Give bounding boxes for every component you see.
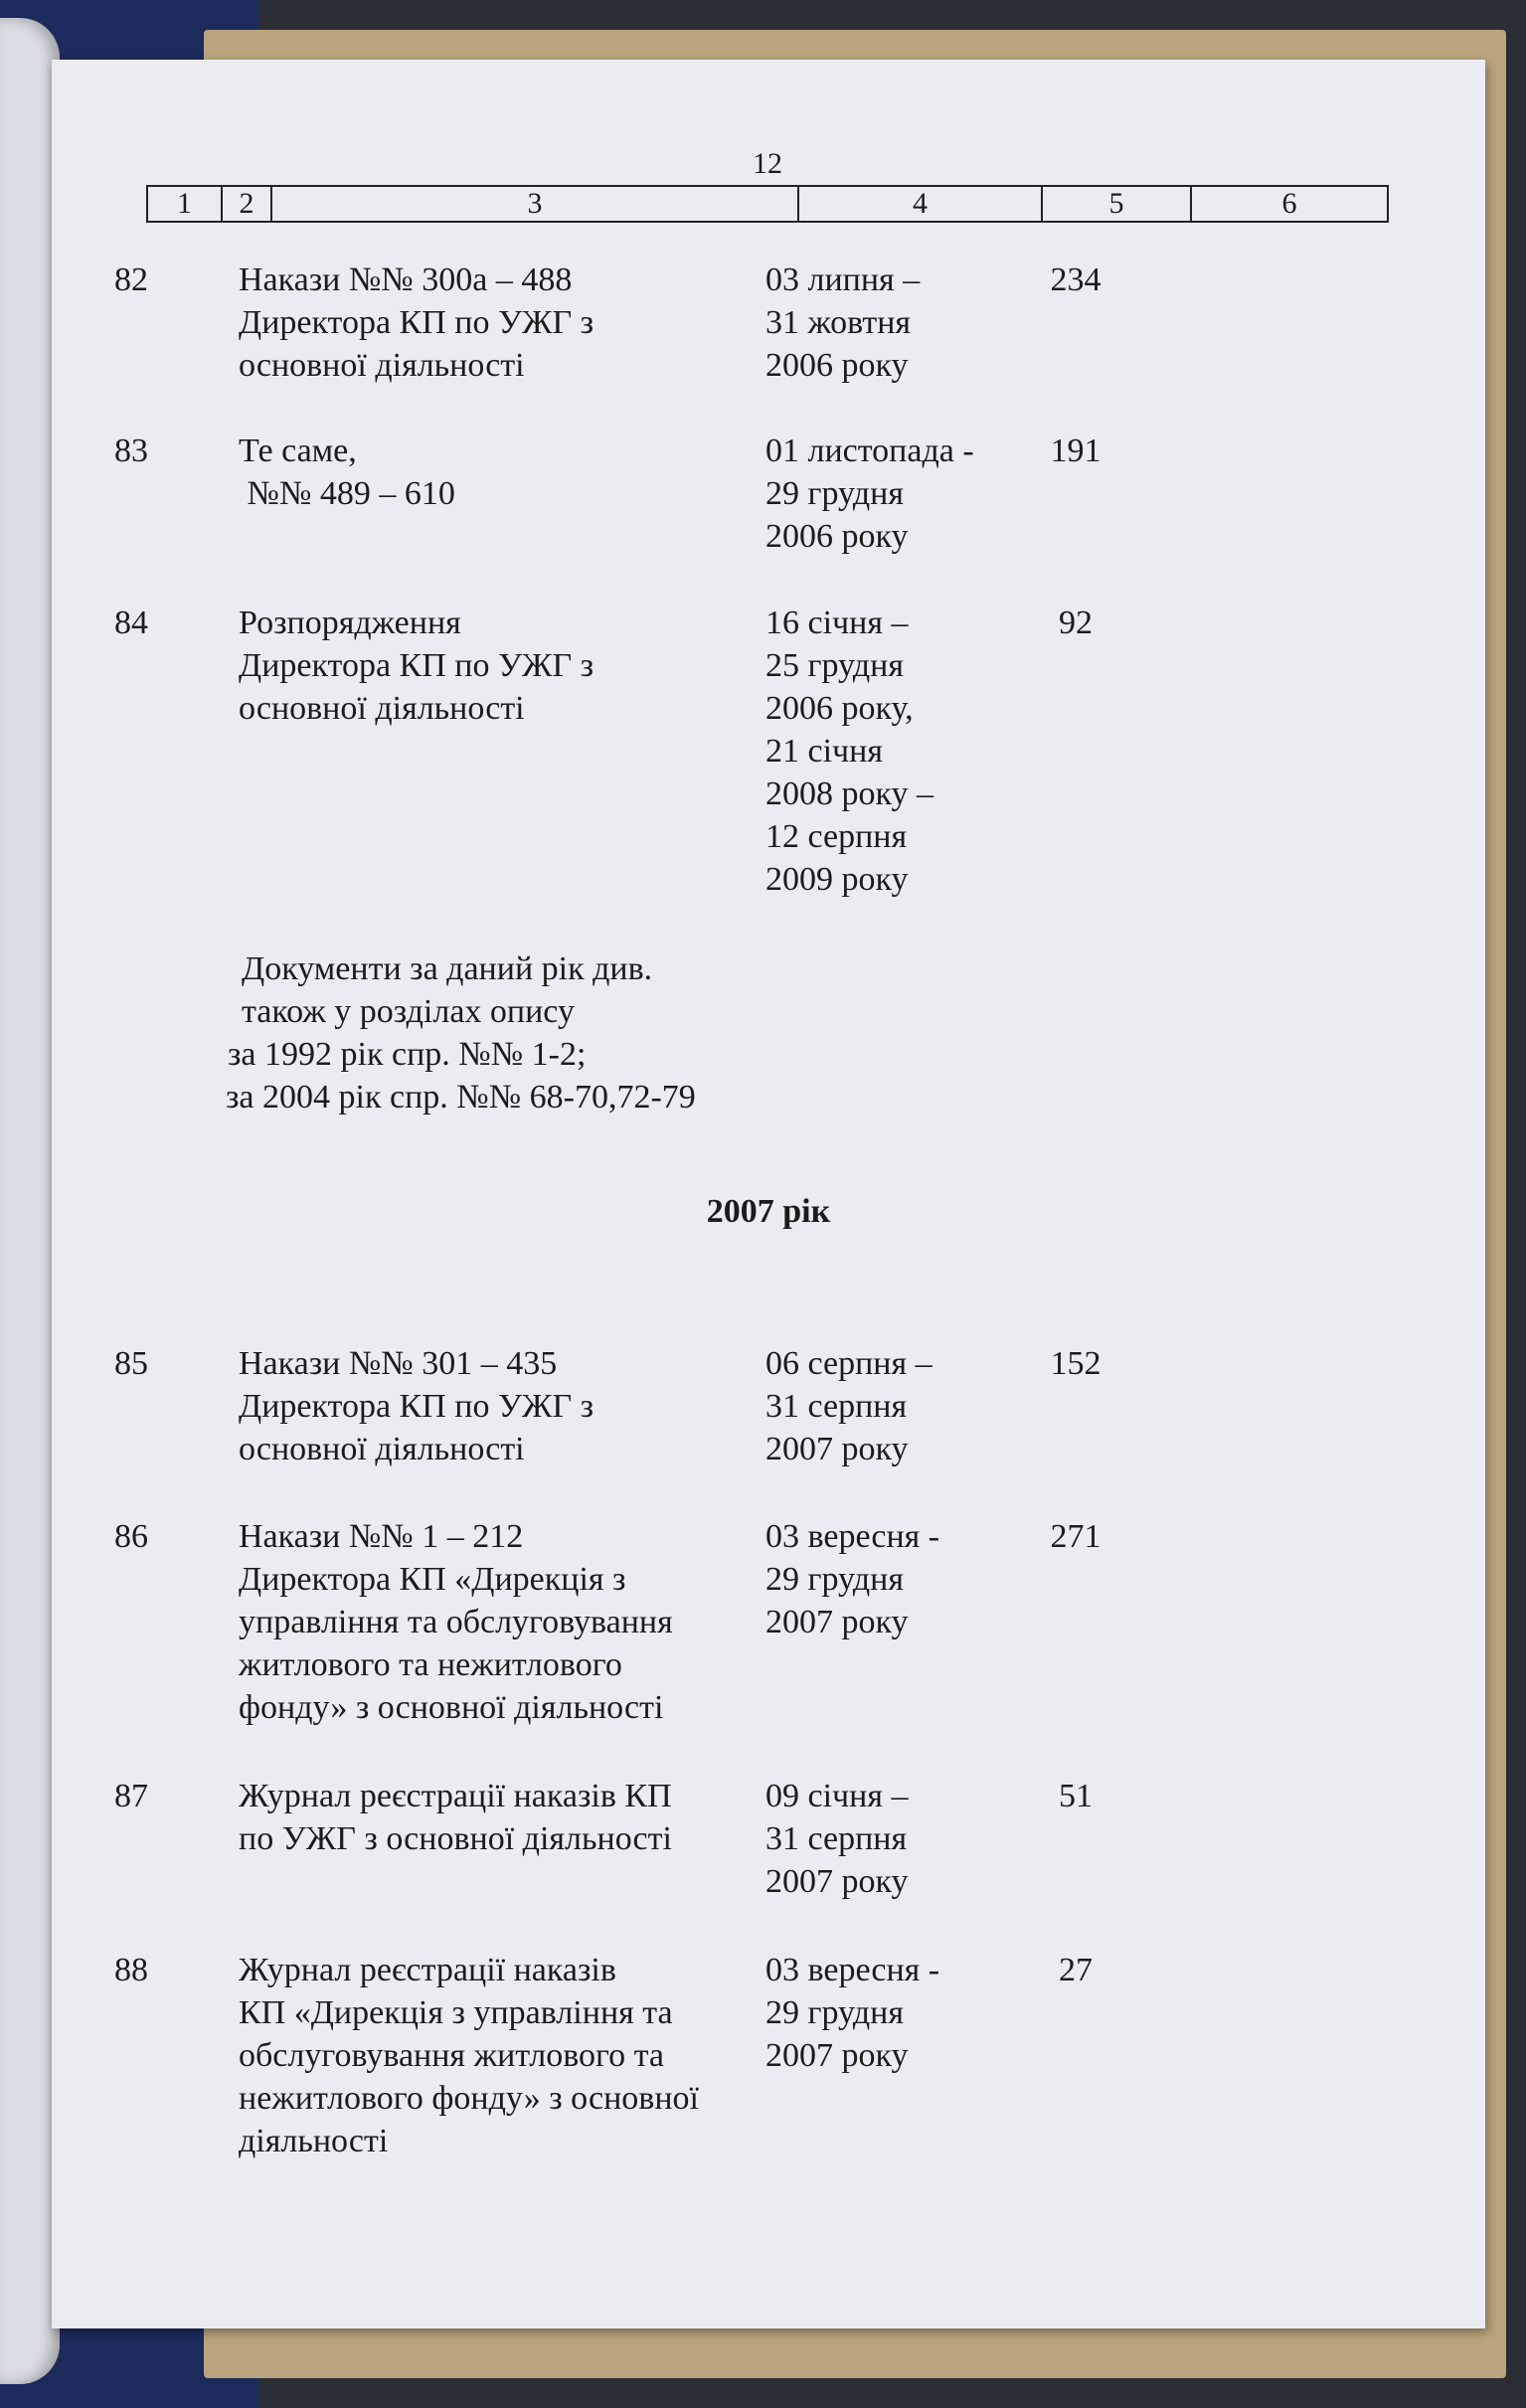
title-line: Журнал реєстрації наказів (239, 1952, 616, 1988)
date-line: 01 листопада - (765, 432, 974, 469)
date-line: 12 серпня (765, 818, 908, 855)
date-line: 2008 року – (765, 775, 934, 812)
note-line: за 2004 рік спр. №№ 68-70,72-79 (226, 1079, 696, 1116)
date-line: 25 грудня (765, 647, 904, 684)
entry-number: 88 (114, 1952, 148, 1988)
column-header: 6 (1191, 186, 1388, 222)
title-line: діяльності (239, 2123, 389, 2159)
column-header: 4 (798, 186, 1042, 222)
date-line: 2007 року (765, 1604, 909, 1640)
entry-dates (765, 1342, 994, 1470)
date-line: 2009 року (765, 861, 909, 898)
title-line: Директора КП по УЖГ з (239, 1388, 594, 1425)
title-line: основної діяльності (239, 690, 525, 727)
entry-number: 86 (114, 1518, 148, 1555)
title-line: житлового та нежитлового (239, 1646, 622, 1683)
title-line: КП «Дирекція з управління та (239, 1994, 673, 2031)
entry-page-count: 152 (1050, 1345, 1102, 1382)
title-line: основної діяльності (239, 1431, 525, 1467)
date-line: 21 січня (765, 733, 883, 770)
entry-dates (765, 1515, 994, 1643)
note-line: також у розділах опису (242, 993, 575, 1030)
date-line: 03 вересня - (765, 1518, 940, 1555)
entry-number: 82 (114, 261, 148, 298)
entry-title (239, 1515, 765, 1729)
title-line: Накази №№ 301 – 435 (239, 1345, 558, 1382)
entry-title (239, 1949, 765, 2162)
date-line: 2006 року, (765, 690, 914, 727)
date-line: 29 грудня (765, 1561, 904, 1598)
page-number: 12 (753, 147, 782, 180)
date-line: 09 січня – (765, 1778, 909, 1814)
date-line: 2007 року (765, 1863, 909, 1900)
column-header: 2 (222, 186, 271, 222)
title-line: основної діяльності (239, 347, 525, 384)
title-line: Накази №№ 300а – 488 (239, 261, 573, 298)
entry-title (239, 1342, 765, 1470)
date-line: 29 грудня (765, 475, 904, 512)
entry-dates (765, 430, 994, 558)
column-header: 1 (147, 186, 222, 222)
entry-page-count: 271 (1050, 1518, 1102, 1555)
entry-dates (765, 258, 994, 387)
entry-page-count: 27 (1059, 1952, 1093, 1988)
cross-reference-note (226, 947, 822, 1118)
title-line: обслуговування житлового та (239, 2037, 665, 2074)
date-line: 2007 року (765, 2037, 909, 2074)
entry-number: 85 (114, 1345, 148, 1382)
title-line: нежитлового фонду» з основної (239, 2080, 700, 2117)
entry-title (239, 430, 765, 515)
date-line: 03 вересня - (765, 1952, 940, 1988)
title-line: фонду» з основної діяльності (239, 1689, 664, 1726)
entry-number: 84 (114, 604, 148, 641)
entry-dates (765, 602, 994, 901)
title-line: по УЖГ з основної діяльності (239, 1820, 672, 1857)
entry-page-count: 51 (1059, 1778, 1093, 1814)
column-header-row (147, 186, 1388, 222)
title-line: Розпорядження (239, 604, 461, 641)
title-line: управління та обслуговування (239, 1604, 673, 1640)
column-header: 3 (271, 186, 798, 222)
note-line: Документи за даний рік див. (242, 950, 653, 987)
note-line: за 1992 рік спр. №№ 1-2; (228, 1036, 587, 1073)
entry-page-count: 234 (1050, 261, 1102, 298)
title-line: №№ 489 – 610 (239, 475, 455, 512)
entry-title (239, 1775, 765, 1860)
entry-dates (765, 1949, 994, 2077)
column-header-table (146, 185, 1389, 223)
entry-title (239, 258, 765, 387)
date-line: 06 серпня – (765, 1345, 933, 1382)
date-line: 2007 року (765, 1431, 909, 1467)
year-heading: 2007 рік (706, 1193, 831, 1230)
title-line: Накази №№ 1 – 212 (239, 1518, 524, 1555)
date-line: 16 січня – (765, 604, 909, 641)
column-header: 5 (1042, 186, 1191, 222)
date-line: 31 серпня (765, 1388, 908, 1425)
document-page (52, 60, 1485, 2328)
date-line: 31 жовтня (765, 304, 912, 341)
entry-dates (765, 1775, 994, 1903)
date-line: 29 грудня (765, 1994, 904, 2031)
entry-page-count: 191 (1050, 432, 1102, 469)
entry-page-count: 92 (1059, 604, 1093, 641)
entry-number: 83 (114, 432, 148, 469)
previous-page-edge (0, 18, 60, 2384)
title-line: Директора КП по УЖГ з (239, 304, 594, 341)
date-line: 2006 року (765, 347, 909, 384)
date-line: 03 липня – (765, 261, 921, 298)
entry-number: 87 (114, 1778, 148, 1814)
date-line: 2006 року (765, 518, 909, 555)
title-line: Те саме, (239, 432, 357, 469)
title-line: Директора КП по УЖГ з (239, 647, 594, 684)
date-line: 31 серпня (765, 1820, 908, 1857)
title-line: Журнал реєстрації наказів КП (239, 1778, 672, 1814)
entry-title (239, 602, 765, 730)
title-line: Директора КП «Дирекція з (239, 1561, 626, 1598)
